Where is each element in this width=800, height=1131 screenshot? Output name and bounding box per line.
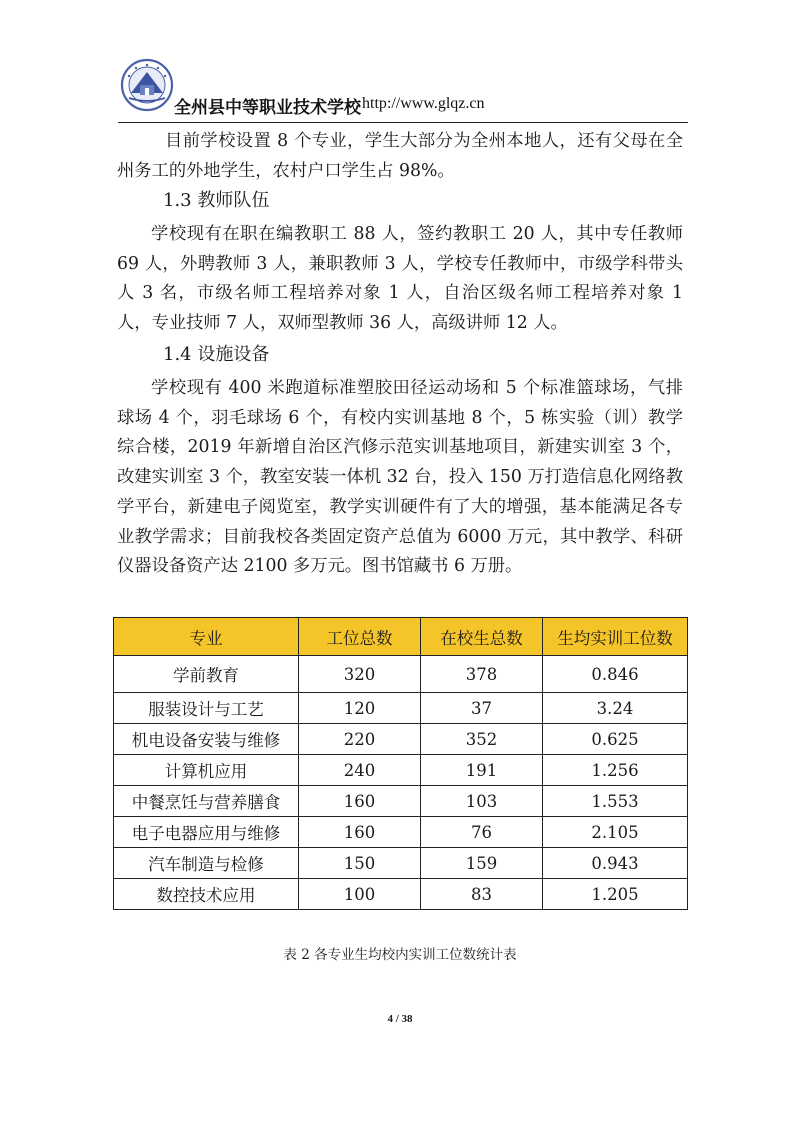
cell-students: 378	[421, 656, 543, 693]
table-caption: 表 2 各专业生均校内实训工位数统计表	[283, 947, 517, 963]
teachers-paragraph: 学校现有在职在编教职工 88 人，签约教职工 20 人，其中专任教师 69 人，外聘教师 3 人，兼职教师 3 人，学校专任教师中，市级学科带头人 3 名，市级名师工程培养对象 1 人，自治区级名师工程培养对象 1 人，专业技师 7 人，双师型教师 36 人，高级讲师 12 人。	[117, 224, 683, 334]
cell-students: 83	[421, 879, 543, 910]
header-major: 专业	[114, 618, 299, 656]
facilities-heading: 1.4 设施设备	[163, 344, 270, 365]
cell-major: 电子电器应用与维修	[114, 817, 299, 848]
table-row	[114, 656, 688, 693]
cell-ratio: 0.625	[543, 724, 688, 755]
cell-students: 352	[421, 724, 543, 755]
cell-students: 191	[421, 755, 543, 786]
cell-ratio: 0.943	[543, 848, 688, 879]
school-name: 全州县中等职业技术学校	[174, 98, 361, 118]
cell-major: 机电设备安装与维修	[114, 724, 299, 755]
cell-stations: 160	[299, 786, 421, 817]
table-header-row	[114, 618, 688, 656]
table-row	[114, 848, 688, 879]
cell-students: 159	[421, 848, 543, 879]
table-row	[114, 755, 688, 786]
table-row	[114, 693, 688, 724]
cell-ratio: 2.105	[543, 817, 688, 848]
table-row	[114, 724, 688, 755]
cell-stations: 220	[299, 724, 421, 755]
header-students: 在校生总数	[421, 618, 543, 656]
cell-ratio: 1.553	[543, 786, 688, 817]
cell-ratio: 3.24	[543, 693, 688, 724]
table-row	[114, 879, 688, 910]
header-stations: 工位总数	[299, 618, 421, 656]
facilities-paragraph: 学校现有 400 米跑道标准塑胶田径运动场和 5 个标准篮球场，气排球场 4 个，羽毛球场 6 个，有校内实训基地 8 个，5 栋实验（训）教学综合楼，2019 年新增自治区汽修示范实训基地项目，新建实训室 3 个，改建实训室 3 个，教室安装一体机 32 台，投入 150 万打造信息化网络教学平台，新建电子阅览室，教学实训硬件有了大的增强，基本能满足各专业教学需求；目前我校各类固定资产总值为 6000 万元，其中教学、科研仪器设备资产达 2100 多万元。图书馆藏书 6 万册。	[117, 378, 683, 577]
teachers-heading: 1.3 教师队伍	[163, 190, 270, 211]
cell-students: 37	[421, 693, 543, 724]
cell-stations: 160	[299, 817, 421, 848]
cell-stations: 150	[299, 848, 421, 879]
school-url-link[interactable]: http://www.glqz.cn	[362, 95, 485, 112]
cell-major: 数控技术应用	[114, 879, 299, 910]
cell-students: 76	[421, 817, 543, 848]
cell-stations: 100	[299, 879, 421, 910]
header-divider	[118, 122, 688, 123]
cell-stations: 240	[299, 755, 421, 786]
table-row	[114, 786, 688, 817]
school-logo-icon	[120, 58, 174, 112]
intro-paragraph: 目前学校设置 8 个专业，学生大部分为全州本地人，还有父母在全州务工的外地学生，农村户口学生占 98%。	[117, 131, 683, 181]
training-stats-table	[113, 617, 688, 910]
cell-major: 服装设计与工艺	[114, 693, 299, 724]
cell-major: 学前教育	[114, 656, 299, 693]
cell-stations: 120	[299, 693, 421, 724]
table-row	[114, 817, 688, 848]
cell-major: 计算机应用	[114, 755, 299, 786]
header-ratio: 生均实训工位数	[543, 618, 688, 656]
cell-major: 汽车制造与检修	[114, 848, 299, 879]
cell-students: 103	[421, 786, 543, 817]
page-number: 4 / 38	[387, 1013, 413, 1025]
page-header	[118, 55, 688, 125]
cell-ratio: 1.256	[543, 755, 688, 786]
cell-ratio: 1.205	[543, 879, 688, 910]
cell-ratio: 0.846	[543, 656, 688, 693]
cell-major: 中餐烹饪与营养膳食	[114, 786, 299, 817]
cell-stations: 320	[299, 656, 421, 693]
